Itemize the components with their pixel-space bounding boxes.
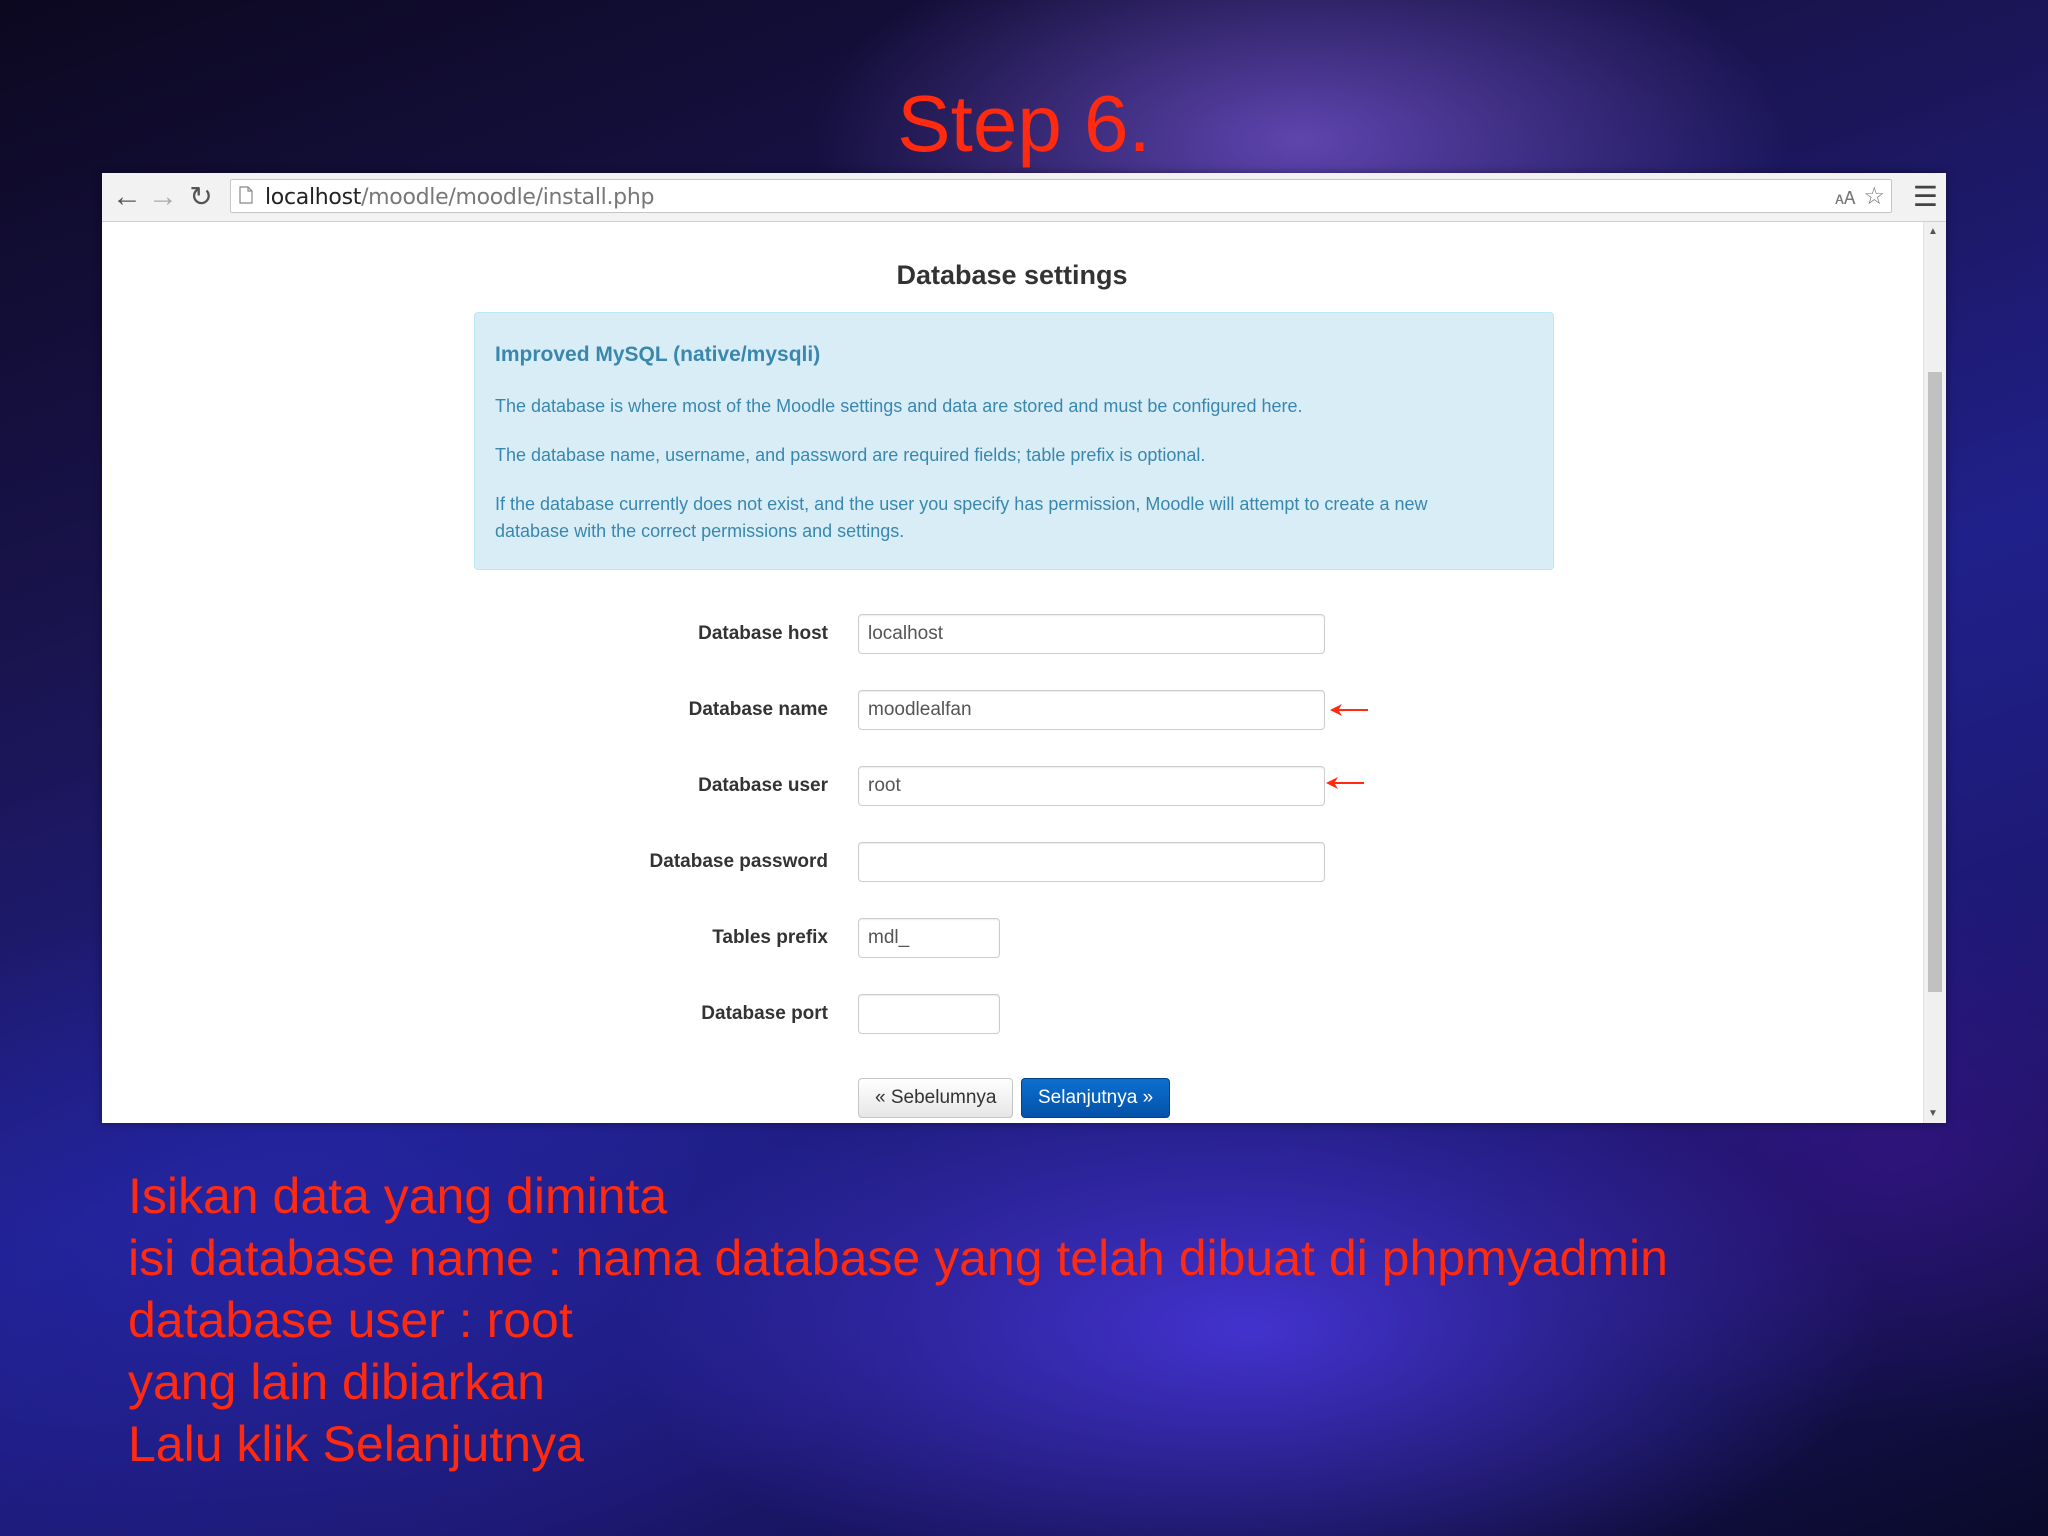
prefix-input[interactable] xyxy=(858,918,1000,958)
dbport-label: Database port xyxy=(701,1003,828,1024)
star-icon[interactable]: ☆ xyxy=(1863,183,1885,210)
form-row-dbpass xyxy=(102,842,1922,882)
slide-title: Step 6. xyxy=(897,79,1151,168)
caption-line: yang lain dibiarkan xyxy=(128,1354,545,1410)
page-icon xyxy=(239,186,253,204)
next-button[interactable]: Selanjutnya » xyxy=(1021,1078,1170,1118)
form-row-dbhost xyxy=(102,614,1922,654)
caption-line: Lalu klik Selanjutnya xyxy=(128,1416,584,1472)
red-arrow-icon xyxy=(1326,777,1364,789)
scroll-up-icon[interactable]: ▲ xyxy=(1928,226,1938,237)
slide-caption xyxy=(128,1165,1668,1475)
prefix-label: Tables prefix xyxy=(712,927,828,948)
dbhost-input[interactable] xyxy=(858,614,1325,654)
form-buttons xyxy=(102,1078,1922,1118)
caption-line: Isikan data yang diminta xyxy=(128,1168,668,1224)
red-arrow-icon xyxy=(1330,704,1368,716)
dbhost-label: Database host xyxy=(698,623,828,644)
form-row-prefix xyxy=(102,918,1922,958)
reload-icon[interactable]: ↻ xyxy=(189,181,213,212)
address-bar[interactable] xyxy=(230,179,1892,213)
previous-button[interactable]: « Sebelumnya xyxy=(858,1078,1013,1118)
page-heading: Database settings xyxy=(896,260,1128,290)
alert-paragraph: If the database currently does not exist, and the user you specify has permission, Moodle will attempt to create a new database with the correct permissions and settings. xyxy=(495,494,1428,541)
back-icon[interactable]: ← xyxy=(112,180,142,213)
alert-paragraph: The database name, username, and password are required fields; table prefix is optional. xyxy=(495,445,1206,465)
menu-icon[interactable]: ☰ xyxy=(1912,181,1938,212)
url-text xyxy=(265,185,654,210)
browser-toolbar xyxy=(102,173,1946,222)
dbuser-label: Database user xyxy=(698,775,828,796)
dbname-label: Database name xyxy=(688,699,828,720)
scroll-thumb[interactable] xyxy=(1928,372,1942,992)
form-row-dbuser xyxy=(102,766,1922,806)
browser-window xyxy=(102,173,1946,1123)
dbname-input[interactable] xyxy=(858,690,1325,730)
form-row-dbname xyxy=(102,690,1922,730)
page-content xyxy=(102,222,1922,1123)
translate-icon[interactable]: 🗚 xyxy=(1835,188,1856,208)
alert-title: Improved MySQL (native/mysqli) xyxy=(495,343,821,366)
caption-line: database user : root xyxy=(128,1292,573,1348)
dbpass-input[interactable] xyxy=(858,842,1325,882)
caption-line: isi database name : nama database yang telah dibuat di phpmyadmin xyxy=(128,1230,1668,1286)
scroll-down-icon[interactable]: ▼ xyxy=(1928,1108,1938,1119)
dbport-input[interactable] xyxy=(858,994,1000,1034)
vertical-scrollbar[interactable] xyxy=(1923,222,1946,1123)
address-bar-icons xyxy=(1827,182,1885,211)
info-alert xyxy=(474,312,1554,570)
forward-icon[interactable]: → xyxy=(148,180,178,213)
form-row-dbport xyxy=(102,994,1922,1034)
url-host: localhost xyxy=(265,185,362,210)
dbuser-input[interactable] xyxy=(858,766,1325,806)
alert-paragraph: The database is where most of the Moodle settings and data are stored and must be configured here. xyxy=(495,396,1303,416)
url-path: /moodle/moodle/install.php xyxy=(361,185,655,210)
dbpass-label: Database password xyxy=(649,851,828,872)
